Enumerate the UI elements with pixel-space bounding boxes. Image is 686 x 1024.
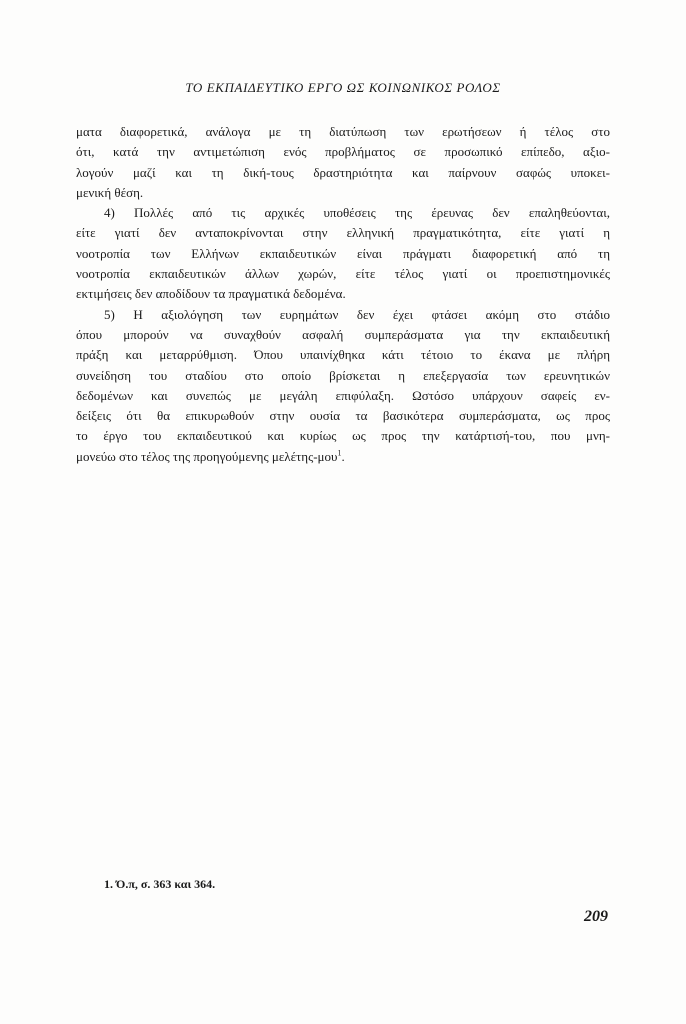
- text-line: ότι, κατά την αντιμετώπιση ενός προβλήματος σε προσωπικό επίπεδο, αξιο-: [76, 144, 610, 160]
- text-line: συνείδηση του σταδίου στο οποίο βρίσκεται η επεξεργασία των ερευνητικών: [76, 367, 610, 383]
- text-line: δείξεις ότι θα επικυρωθούν στην ουσία τα βασικότερα συμπεράσματα, ως προς: [76, 408, 610, 424]
- body-text: [76, 122, 610, 467]
- running-head: ΤΟ ΕΚΠΑΙΔΕΥΤΙΚΟ ΕΡΓΟ ΩΣ ΚΟΙΝΩΝΙΚΟΣ ΡΟΛΟΣ: [185, 80, 501, 95]
- text-line-content: μονεύω στο τέλος της προηγούμενης μελέτης-μου: [76, 448, 338, 464]
- text-line: δεδομένων και συνεπώς με μεγάλη επιφύλαξη. Ωστόσο υπάρχουν σαφείς εν-: [76, 387, 610, 403]
- text-line: 5) Η αξιολόγηση των ευρημάτων δεν έχει φτάσει ακόμη στο στάδιο: [104, 306, 610, 322]
- text-line-with-footnote-ref: μονεύω στο τέλος της προηγούμενης μελέτης-μου$^1$.: [76, 448, 345, 464]
- text-line: μενική θέση.: [76, 184, 144, 200]
- text-line: το έργο του εκπαιδευτικού και κυρίως ως προς την κατάρτισή-του, που μνη-: [76, 428, 610, 444]
- text-line: ματα διαφορετικά, ανάλογα με τη διατύπωση των ερωτήσεων ή τέλος στο: [76, 124, 610, 139]
- footnote: 1. Ό.π, σ. 363 και 364.: [104, 877, 216, 891]
- text-line: πράξη και μεταρρύθμιση. Όπου υπαινίχθηκα κάτι τέτοιο το έκανα με πλήρη: [76, 347, 610, 363]
- text-line: νοοτροπία εκπαιδευτικών άλλων χωρών, είτε τέλος γιατί οι προεπιστημονικές: [76, 266, 610, 282]
- page-number: 209: [584, 908, 608, 925]
- text-line: εκτιμήσεις δεν αποδίδουν τα πραγματικά δεδομένα.: [76, 286, 346, 302]
- text-line: είτε γιατί δεν ανταποκρίνονται στην ελληνική πραγματικότητα, είτε γιατί η: [76, 225, 610, 241]
- text-line: λογούν μαζί και τη δική-τους δραστηριότητα και παίρνουν σαφώς υποκει-: [76, 164, 610, 180]
- text-line: 4) Πολλές από τις αρχικές υποθέσεις της έρευνας δεν επαληθεύονται,: [104, 205, 610, 221]
- footnote-reference[interactable]: 1: [337, 448, 342, 458]
- text-line: νοοτροπία των Ελλήνων εκπαιδευτικών είναι πράγματι διαφορετική από τη: [76, 245, 610, 261]
- text-line: όπου μπορούν να συναχθούν ασφαλή συμπεράσματα για την εκπαιδευτική: [76, 326, 610, 342]
